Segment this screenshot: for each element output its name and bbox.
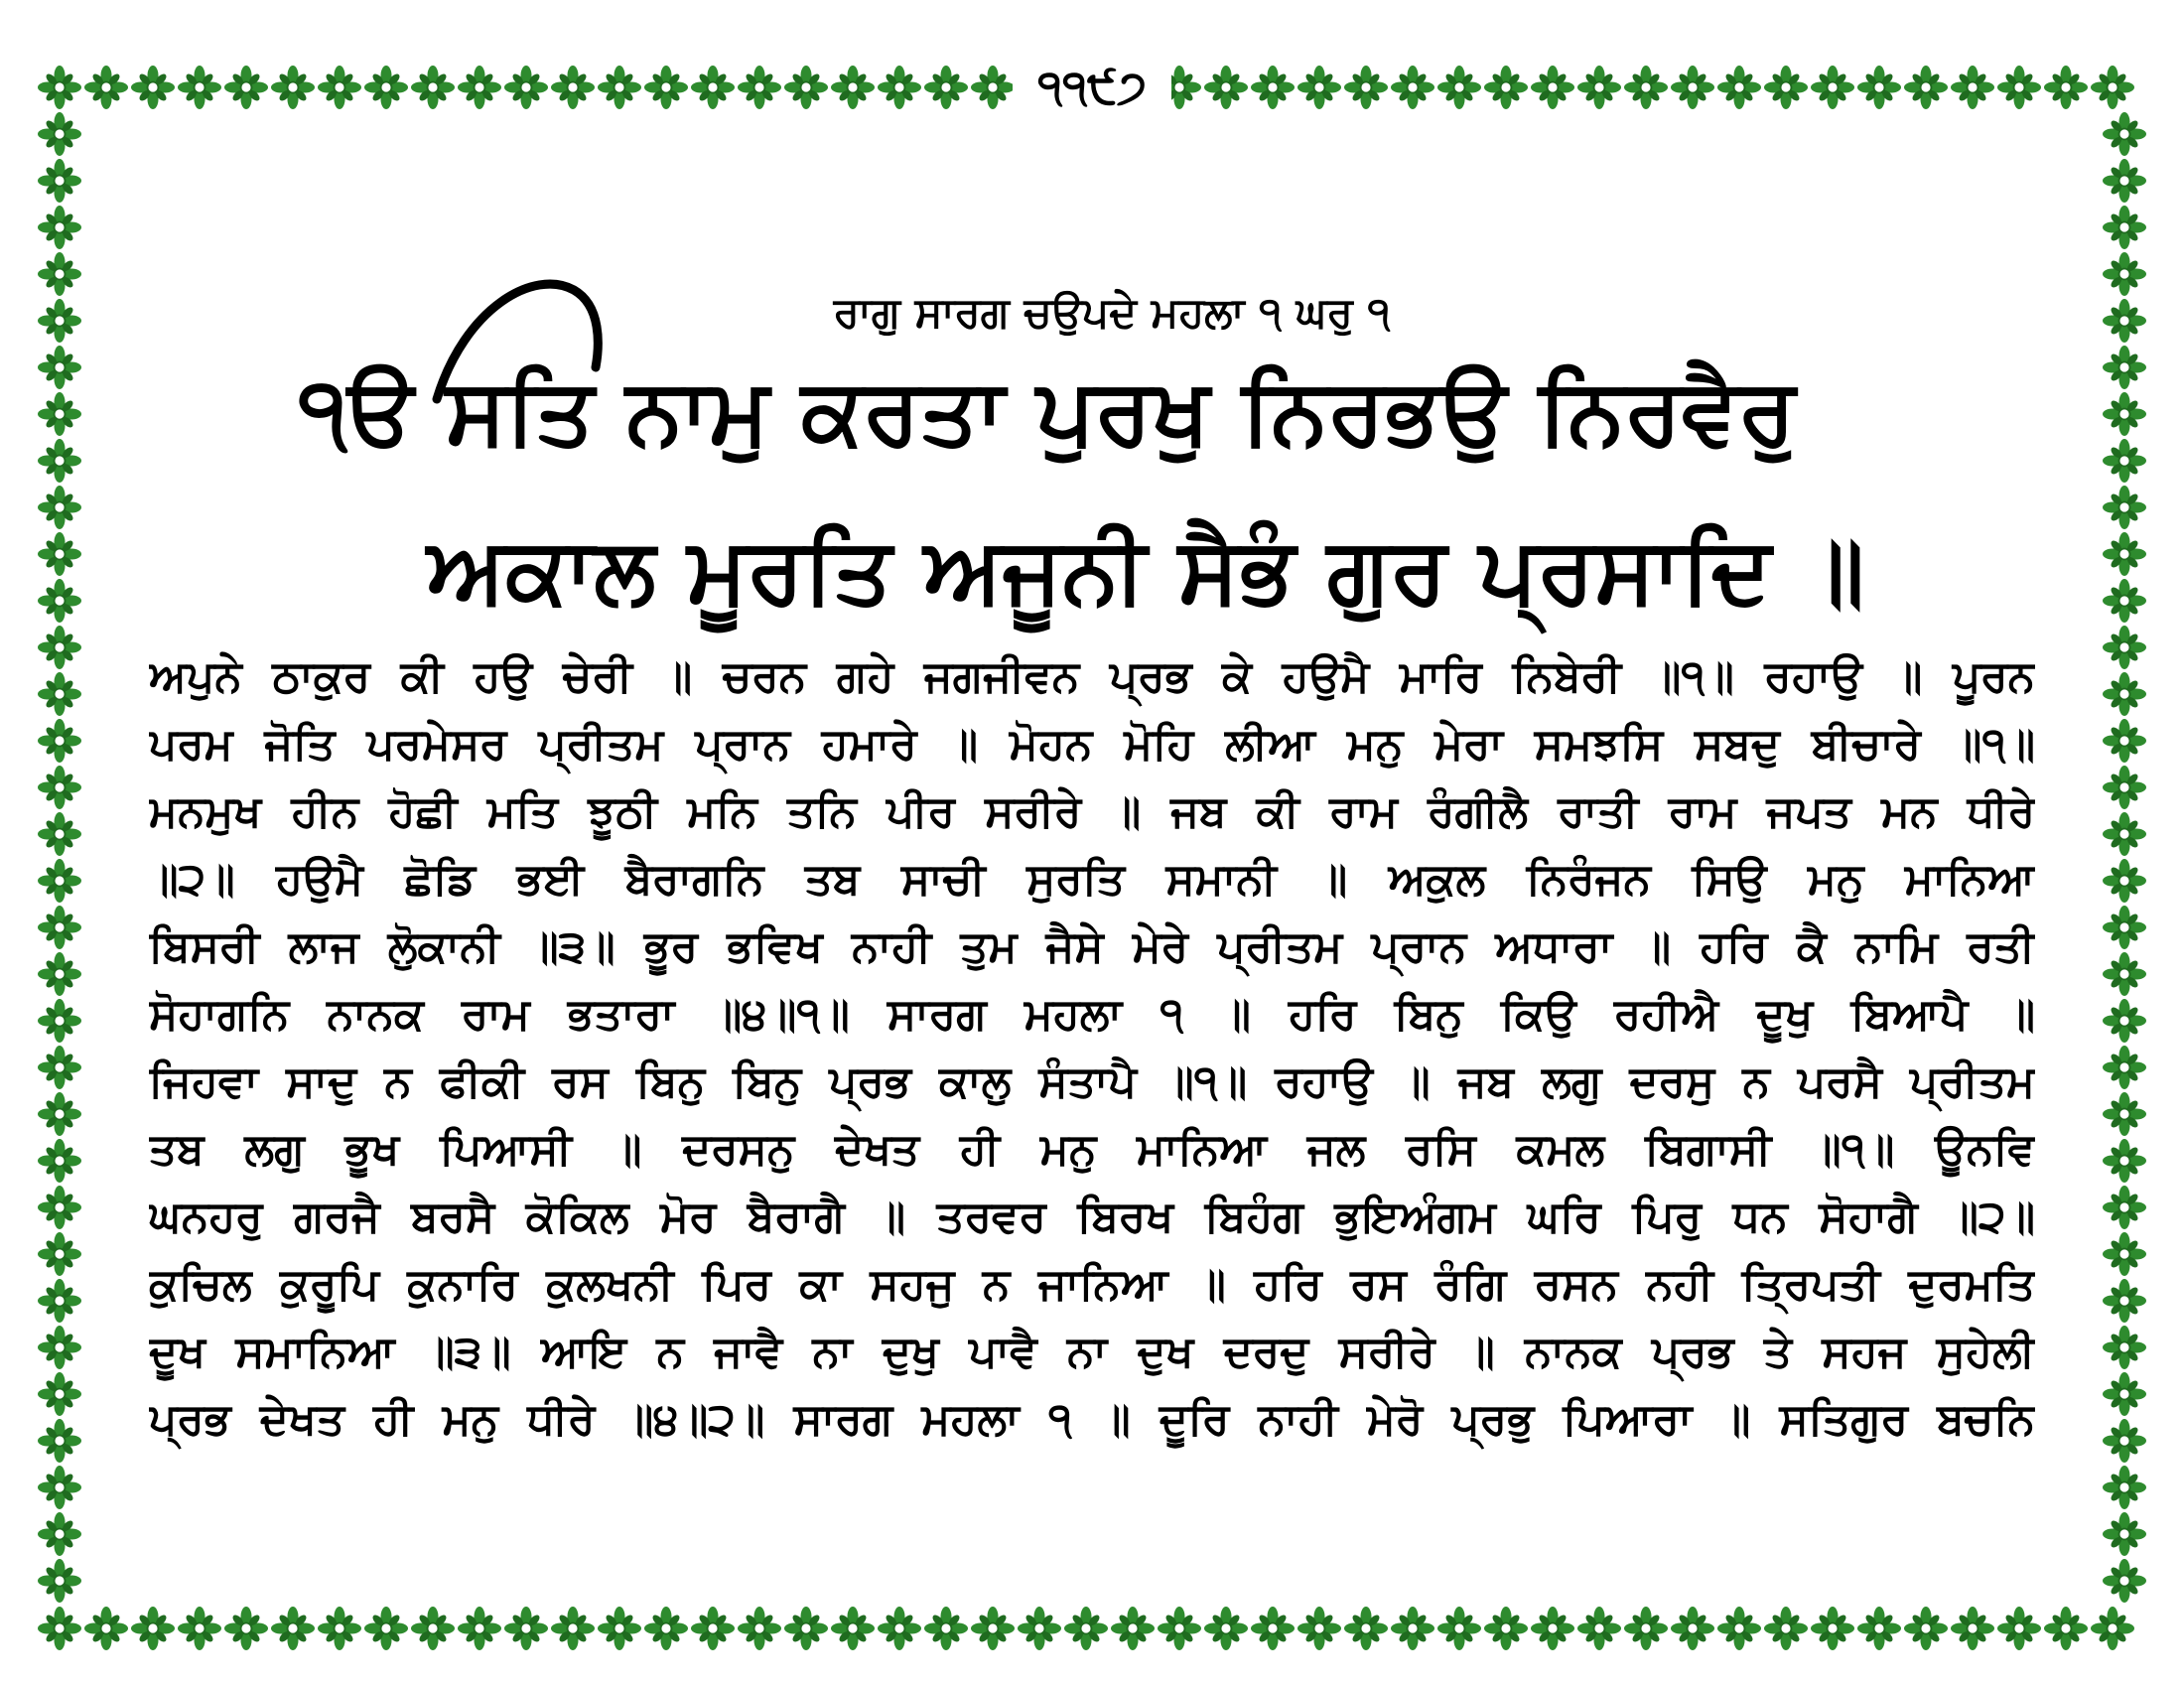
flower-icon [178, 66, 221, 109]
verse-line: ਅਪੁਨੇ ਠਾਕੁਰ ਕੀ ਹਉ ਚੇਰੀ ॥ ਚਰਨ ਗਹੇ ਜਗਜੀਵਨ ਪ੍ਰਭ ਕੇ ਹਉਮੈ ਮਾਰਿ ਨਿਬੇਰੀ ॥੧॥ ਰਹਾਉ ॥ ਪੂਰਨ [149, 651, 2035, 702]
flower-icon [2103, 532, 2146, 576]
flower-icon [784, 1607, 828, 1650]
flower-icon [38, 859, 81, 903]
flower-icon [38, 1046, 81, 1089]
flower-icon [1764, 1607, 1808, 1650]
flower-icon [411, 1607, 455, 1650]
flower-icon [1484, 66, 1528, 109]
flower-icon [38, 952, 81, 996]
flower-icon [831, 1607, 875, 1650]
flower-icon [738, 1607, 781, 1650]
flower-icon [2103, 1092, 2146, 1136]
flower-icon [691, 66, 735, 109]
flower-icon [1671, 66, 1714, 109]
flower-icon [84, 1607, 128, 1650]
flower-icon [38, 719, 81, 763]
flower-icon [504, 66, 548, 109]
flower-icon [784, 66, 828, 109]
flower-icon [1064, 1607, 1108, 1650]
flower-icon [38, 672, 81, 716]
flower-icon [38, 392, 81, 436]
flower-icon [318, 66, 361, 109]
flower-icon [38, 1559, 81, 1603]
flower-icon [131, 66, 175, 109]
flower-icon [224, 1607, 268, 1650]
flower-icon [271, 1607, 315, 1650]
flower-icon [924, 66, 968, 109]
flower-icon [2103, 1372, 2146, 1416]
flower-icon [1857, 66, 1901, 109]
flower-icon [1671, 1607, 1714, 1650]
flower-icon [2103, 906, 2146, 949]
flower-icon [1904, 66, 1948, 109]
flower-icon [1437, 1607, 1481, 1650]
flower-icon [2103, 1139, 2146, 1183]
flower-icon [38, 999, 81, 1043]
flower-icon [1531, 66, 1574, 109]
flower-icon [878, 66, 921, 109]
flower-icon [2103, 159, 2146, 203]
flower-icon [1857, 1607, 1901, 1650]
flower-icon [38, 1512, 81, 1556]
flower-icon [38, 206, 81, 249]
flower-icon [598, 66, 641, 109]
verse-line: ਜਿਹਵਾ ਸਾਦੁ ਨ ਫੀਕੀ ਰਸ ਬਿਨੁ ਬਿਨੁ ਪ੍ਰਭ ਕਾਲੁ ਸੰਤਾਪੈ ॥੧॥ ਰਹਾਉ ॥ ਜਬ ਲਗੁ ਦਰਸੁ ਨ ਪਰਸੈ ਪ੍ਰੀਤਮ [149, 1056, 2035, 1107]
flower-icon [644, 1607, 688, 1650]
flower-icon [691, 1607, 735, 1650]
flower-icon [38, 579, 81, 623]
flower-icon [38, 906, 81, 949]
flower-icon [1811, 1607, 1854, 1650]
flower-icon [38, 1232, 81, 1276]
flower-icon [411, 66, 455, 109]
flower-icon [38, 346, 81, 389]
flower-icon [2044, 66, 2088, 109]
flower-icon [38, 1607, 81, 1650]
flower-icon [1344, 1607, 1388, 1650]
verse-line: ॥੨॥ ਹਉਮੈ ਛੋਡਿ ਭਈ ਬੈਰਾਗਨਿ ਤਬ ਸਾਚੀ ਸੁਰਤਿ ਸਮਾਨੀ ॥ ਅਕੁਲ ਨਿਰੰਜਨ ਸਿਉ ਮਨੁ ਮਾਨਿਆ [149, 854, 2035, 905]
flower-icon [2103, 626, 2146, 669]
flower-icon [38, 1372, 81, 1416]
flower-icon [971, 66, 1015, 109]
flower-icon [1997, 1607, 2041, 1650]
flower-icon [2103, 439, 2146, 483]
flower-icon [1297, 1607, 1341, 1650]
flower-icon [1717, 66, 1761, 109]
flower-icon [38, 486, 81, 529]
verse-line: ਪਰਮ ਜੋਤਿ ਪਰਮੇਸਰ ਪ੍ਰੀਤਮ ਪ੍ਰਾਨ ਹਮਾਰੇ ॥ ਮੋਹਨ ਮੋਹਿ ਲੀਆ ਮਨੁ ਮੇਰਾ ਸਮਝਸਿ ਸਬਦੁ ਬੀਚਾਰੇ ॥੧॥ [149, 719, 2035, 770]
verse-line: ਸੋਹਾਗਨਿ ਨਾਨਕ ਰਾਮ ਭਤਾਰਾ ॥੪॥੧॥ ਸਾਰਗ ਮਹਲਾ ੧ ॥ ਹਰਿ ਬਿਨੁ ਕਿਉ ਰਹੀਐ ਦੂਖੁ ਬਿਆਪੈ ॥ [149, 989, 2035, 1040]
flower-icon [2103, 1512, 2146, 1556]
verse-line: ਕੁਚਿਲ ਕੁਰੂਪਿ ਕੁਨਾਰਿ ਕੁਲਖਨੀ ਪਿਰ ਕਾ ਸਹਜੁ ਨ ਜਾਨਿਆ ॥ ਹਰਿ ਰਸ ਰੰਗਿ ਰਸਨ ਨਹੀ ਤ੍ਰਿਪਤੀ ਦੁਰਮਤਿ [149, 1259, 2035, 1310]
verse-line: ਮਨਮੁਖ ਹੀਨ ਹੋਛੀ ਮਤਿ ਝੂਠੀ ਮਨਿ ਤਨਿ ਪੀਰ ਸਰੀਰੇ ॥ ਜਬ ਕੀ ਰਾਮ ਰੰਗੀਲੈ ਰਾਤੀ ਰਾਮ ਜਪਤ ਮਨ ਧੀਰੇ [149, 786, 2035, 837]
flower-icon [2103, 579, 2146, 623]
flower-icon [38, 1139, 81, 1183]
raag-heading: ਰਾਗੁ ਸਾਰਗ ਚਉਪਦੇ ਮਹਲਾ ੧ ਘਰੁ ੧ [833, 288, 1391, 337]
flower-icon [2103, 1046, 2146, 1089]
flower-icon [2103, 812, 2146, 856]
flower-icon [1158, 1607, 1201, 1650]
page-number: ੧੧੯੭ [1013, 52, 1171, 121]
flower-icon [38, 252, 81, 296]
flower-icon [2103, 766, 2146, 809]
flower-icon [1437, 66, 1481, 109]
flower-icon [2103, 1559, 2146, 1603]
flower-icon [2103, 299, 2146, 343]
flower-icon [38, 626, 81, 669]
flower-icon [38, 159, 81, 203]
flower-icon [38, 299, 81, 343]
flower-icon [38, 532, 81, 576]
flower-icon [1951, 66, 1994, 109]
flower-icon [458, 1607, 501, 1650]
flower-icon [1204, 66, 1248, 109]
flower-icon [2103, 206, 2146, 249]
flower-icon [738, 66, 781, 109]
flower-icon [1484, 1607, 1528, 1650]
flower-icon [1764, 66, 1808, 109]
flower-icon [1717, 1607, 1761, 1650]
flower-icon [2091, 1607, 2134, 1650]
flower-icon [2103, 252, 2146, 296]
flower-icon [2103, 1279, 2146, 1323]
flower-icon [831, 66, 875, 109]
flower-icon [2103, 1186, 2146, 1229]
mool-mantar-line: ਅਕਾਲ ਮੂਰਤਿ ਅਜੂਨੀ ਸੈਭੰ ਗੁਰ ਪ੍ਰਸਾਦਿ ॥ [427, 517, 1865, 624]
flower-icon [458, 66, 501, 109]
flower-icon [1811, 66, 1854, 109]
flower-icon [1251, 1607, 1295, 1650]
flower-icon [2103, 1326, 2146, 1369]
flower-icon [924, 1607, 968, 1650]
flower-icon [224, 66, 268, 109]
flower-icon [2091, 66, 2134, 109]
flower-icon [364, 66, 408, 109]
flower-icon [38, 1326, 81, 1369]
flower-icon [1951, 1607, 1994, 1650]
flower-icon [38, 66, 81, 109]
flower-icon [2103, 112, 2146, 156]
flower-icon [1531, 1607, 1574, 1650]
flower-icon [1904, 1607, 1948, 1650]
flower-icon [1577, 66, 1621, 109]
flower-icon [1391, 1607, 1434, 1650]
flower-icon [2103, 672, 2146, 716]
flower-icon [2044, 1607, 2088, 1650]
flower-icon [84, 66, 128, 109]
flower-icon [2103, 1419, 2146, 1463]
verse-line: ਬਿਸਰੀ ਲਾਜ ਲੋੁਕਾਨੀ ॥੩॥ ਭੂਰ ਭਵਿਖ ਨਾਹੀ ਤੁਮ ਜੈਸੇ ਮੇਰੇ ਪ੍ਰੀਤਮ ਪ੍ਰਾਨ ਅਧਾਰਾ ॥ ਹਰਿ ਕੈ ਨਾਮਿ ਰਤੀ [149, 921, 2035, 972]
flower-icon [2103, 999, 2146, 1043]
flower-icon [1204, 1607, 1248, 1650]
flower-icon [2103, 392, 2146, 436]
flower-icon [1251, 66, 1295, 109]
flower-icon [551, 1607, 595, 1650]
flower-icon [1344, 66, 1388, 109]
flower-icon [1577, 1607, 1621, 1650]
flower-icon [2103, 346, 2146, 389]
verse-line: ਦੂਖ ਸਮਾਨਿਆ ॥੩॥ ਆਇ ਨ ਜਾਵੈ ਨਾ ਦੁਖੁ ਪਾਵੈ ਨਾ ਦੁਖ ਦਰਦੁ ਸਰੀਰੇ ॥ ਨਾਨਕ ਪ੍ਰਭ ਤੇ ਸਹਜ ਸੁਹੇਲੀ [149, 1327, 2035, 1377]
flower-icon [1018, 1607, 1061, 1650]
verse-line: ਤਬ ਲਗੁ ਭੂਖ ਪਿਆਸੀ ॥ ਦਰਸਨੁ ਦੇਖਤ ਹੀ ਮਨੁ ਮਾਨਿਆ ਜਲ ਰਸਿ ਕਮਲ ਬਿਗਾਸੀ ॥੧॥ ਊਨਵਿ [149, 1124, 2035, 1175]
flower-icon [1111, 1607, 1155, 1650]
flower-icon [1297, 66, 1341, 109]
flower-icon [1391, 66, 1434, 109]
flower-icon [878, 1607, 921, 1650]
flower-icon [1624, 1607, 1668, 1650]
flower-icon [38, 1279, 81, 1323]
flower-icon [38, 1092, 81, 1136]
flower-icon [271, 66, 315, 109]
flower-icon [971, 1607, 1015, 1650]
flower-icon [38, 439, 81, 483]
verse-block [149, 643, 2035, 1454]
flower-icon [364, 1607, 408, 1650]
flower-icon [2103, 859, 2146, 903]
flower-icon [598, 1607, 641, 1650]
flower-icon [38, 766, 81, 809]
flower-icon [2103, 952, 2146, 996]
flower-icon [2103, 486, 2146, 529]
mool-mantar-line: ੧ੳ ਸਤਿ ਨਾਮੁ ਕਰਤਾ ਪੁਰਖੁ ਨਿਰਭਉ ਨਿਰਵੈਰੁ [298, 358, 1796, 465]
flower-icon [2103, 1466, 2146, 1509]
flower-icon [38, 1419, 81, 1463]
flower-icon [644, 66, 688, 109]
flower-icon [38, 1186, 81, 1229]
verse-line: ਘਨਹਰੁ ਗਰਜੈ ਬਰਸੈ ਕੋਕਿਲ ਮੋਰ ਬੈਰਾਗੈ ॥ ਤਰਵਰ ਬਿਰਖ ਬਿਹੰਗ ਭੁਇਅੰਗਮ ਘਰਿ ਪਿਰੁ ਧਨ ਸੋਹਾਗੈ ॥੨॥ [149, 1192, 2035, 1242]
flower-icon [38, 812, 81, 856]
flower-icon [2103, 1232, 2146, 1276]
flower-icon [551, 66, 595, 109]
flower-icon [178, 1607, 221, 1650]
flower-icon [318, 1607, 361, 1650]
flower-icon [2103, 719, 2146, 763]
flower-icon [504, 1607, 548, 1650]
verse-line: ਪ੍ਰਭ ਦੇਖਤ ਹੀ ਮਨੁ ਧੀਰੇ ॥੪॥੨॥ ਸਾਰਗ ਮਹਲਾ ੧ ॥ ਦੂਰਿ ਨਾਹੀ ਮੇਰੋ ਪ੍ਰਭੁ ਪਿਆਰਾ ॥ ਸਤਿਗੁਰ ਬਚਨਿ [149, 1394, 2035, 1445]
flower-icon [1624, 66, 1668, 109]
flower-icon [38, 1466, 81, 1509]
flower-icon [1997, 66, 2041, 109]
flower-icon [38, 112, 81, 156]
flower-icon [131, 1607, 175, 1650]
